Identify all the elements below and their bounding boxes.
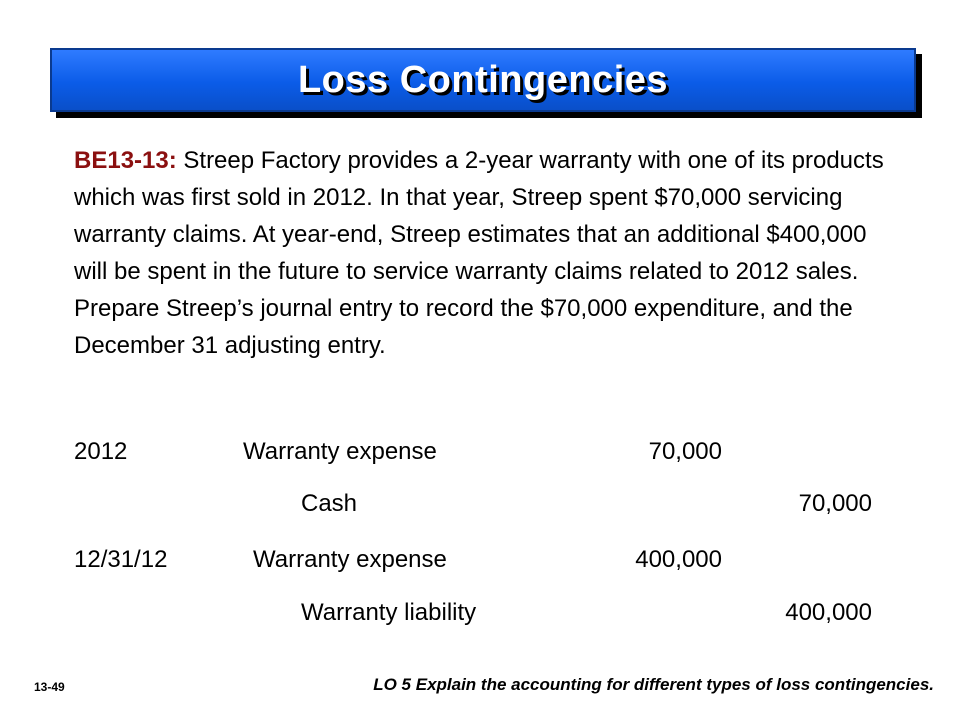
problem-statement (74, 142, 904, 364)
entry-1-date: 2012 (74, 438, 128, 465)
entry-2-credit-amount: 400,000 (785, 599, 872, 626)
entry-2-date: 12/31/12 (74, 546, 168, 573)
slide-title: Loss Contingencies (297, 58, 669, 101)
problem-text: Streep Factory provides a 2-year warranty with one of its products which was first sold in 2012. In that year, Streep spent $70,000 servicing warranty claims. At year-end, Streep estimates that an additional $400,000 will be spent in the future to service warranty claims related to 2012 sales. Prepare Streep’s journal entry to record the $70,000 expenditure, and the December 31 adjusting entry. (74, 147, 884, 359)
entry-1-debit-account: Warranty expense (243, 438, 437, 465)
entry-2-debit-account: Warranty expense (253, 546, 447, 573)
title-banner (50, 48, 916, 112)
learning-objective: LO 5 Explain the accounting for different types of loss contingencies. (373, 675, 934, 694)
problem-label: BE13-13: (74, 147, 177, 174)
entry-2-credit-account: Warranty liability (301, 599, 477, 626)
entry-1-credit-account: Cash (301, 490, 358, 517)
slide-number: 13-49 (34, 680, 65, 694)
entry-2-debit-amount: 400,000 (635, 546, 722, 573)
entry-1-debit-amount: 70,000 (648, 438, 722, 465)
entry-1-credit-amount: 70,000 (798, 490, 872, 517)
